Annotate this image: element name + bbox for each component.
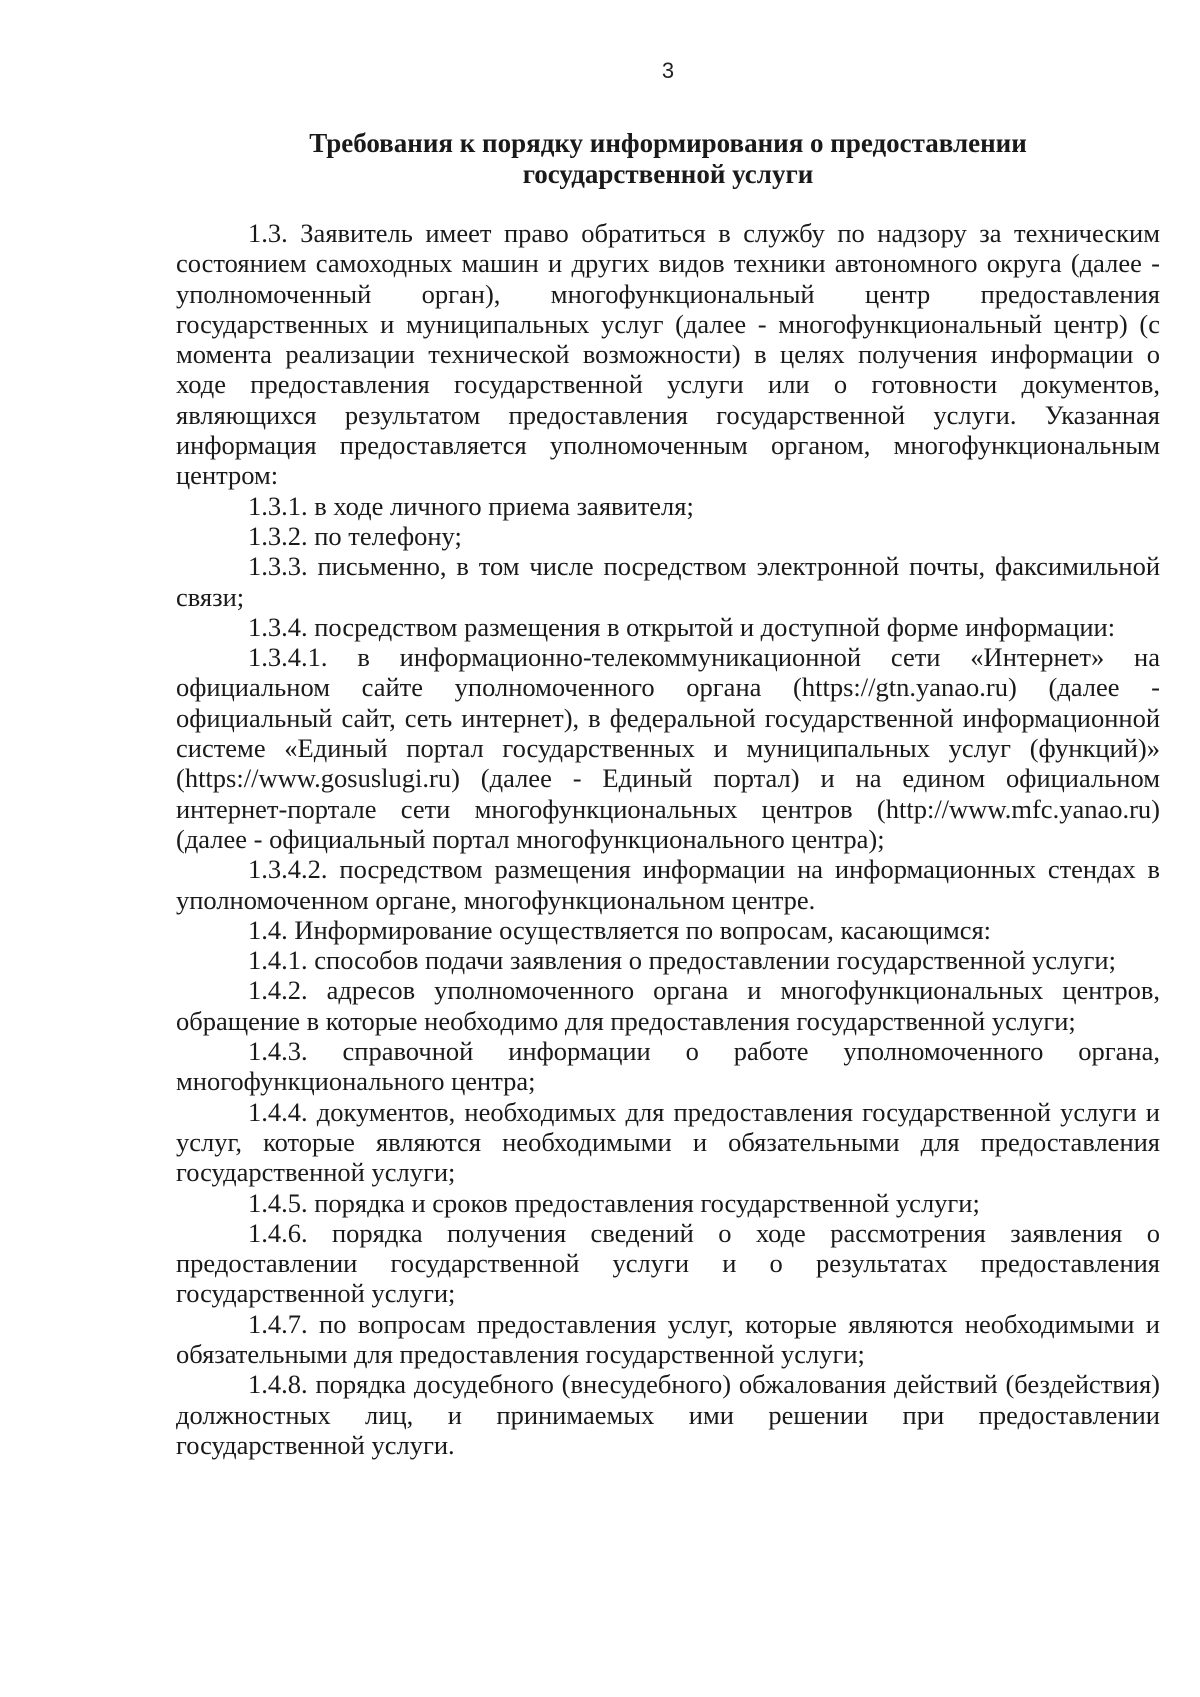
paragraph-1-3-4: 1.3.4. посредством размещения в открытой и доступной форме информации: bbox=[248, 611, 1116, 642]
paragraph-1-3-4-1: 1.3.4.1. в информационно-телекоммуникационной сети «Интернет» на официальном сайте уполномоченного органа (https://gtn.yanao.ru) (далее - официальный сайт, сеть интернет), в федеральной государственной информационной системе «Единый портал государственных и муниципальных услуг (функций)» (https://www.gosuslugi.ru) (далее - Единый портал) и на едином официальном интернет-портале сети многофункциональных центров (http://www.mfc.yanao.ru) (далее - официальный портал многофункционального центра); bbox=[176, 642, 1160, 854]
paragraph-1-3-2: 1.3.2. по телефону; bbox=[248, 520, 462, 551]
paragraph-1-3-1: 1.3.1. в ходе личного приема заявителя; bbox=[248, 490, 694, 521]
document-body bbox=[176, 218, 1160, 1460]
paragraph-1-4-1: 1.4.1. способов подачи заявления о предоставлении государственной услуги; bbox=[248, 945, 1116, 976]
paragraph-1-4-8: 1.4.8. порядка досудебного (внесудебного) обжалования действий (бездействия) должностных лиц, и принимаемых ими решении при предоставлении государственной услуги. bbox=[176, 1369, 1160, 1460]
paragraph-1-4: 1.4. Информирование осуществляется по вопросам, касающимся: bbox=[248, 914, 992, 945]
section-title-line-1: Требования к порядку информирования о предоставлении bbox=[309, 128, 1027, 158]
section-title-line-2: государственной услуги bbox=[522, 159, 814, 189]
page-number: 3 bbox=[661, 58, 675, 83]
paragraph-1-4-3: 1.4.3. справочной информации о работе уполномоченного органа, многофункционального центра; bbox=[176, 1036, 1160, 1097]
paragraph-1-4-7: 1.4.7. по вопросам предоставления услуг, которые являются необходимыми и обязательными для предоставления государственной услуги; bbox=[176, 1308, 1160, 1369]
paragraph-1-4-5: 1.4.5. порядка и сроков предоставления государственной услуги; bbox=[248, 1187, 980, 1218]
paragraph-1-3-4-2: 1.3.4.2. посредством размещения информации на информационных стендах в уполномоченном органе, многофункциональном центре. bbox=[176, 854, 1160, 915]
paragraph-1-3-3: 1.3.3. письменно, в том числе посредством электронной почты, факсимильной связи; bbox=[176, 551, 1160, 612]
section-title bbox=[180, 128, 1156, 190]
paragraph-1-3: 1.3. Заявитель имеет право обратиться в службу по надзору за техническим состоянием самоходных машин и других видов техники автономного округа (далее - уполномоченный орган), многофункциональный центр предоставления государственных и муниципальных услуг (далее - многофункциональный центр) (с момента реализации технической возможности) в целях получения информации о ходе предоставления государственной услуги или о готовности документов, являющихся результатом предоставления государственной услуги. Указанная информация предоставляется уполномоченным органом, многофункциональным центром: bbox=[176, 218, 1160, 491]
paragraph-1-4-2: 1.4.2. адресов уполномоченного органа и многофункциональных центров, обращение в которые необходимо для предоставления государственной услуги; bbox=[176, 975, 1160, 1036]
paragraph-1-4-6: 1.4.6. порядка получения сведений о ходе рассмотрения заявления о предоставлении государственной услуги и о результатах предоставления государственной услуги; bbox=[176, 1217, 1160, 1309]
paragraph-1-4-4: 1.4.4. документов, необходимых для предоставления государственной услуги и услуг, которые являются необходимыми и обязательными для предоставления государственной услуги; bbox=[176, 1096, 1160, 1188]
